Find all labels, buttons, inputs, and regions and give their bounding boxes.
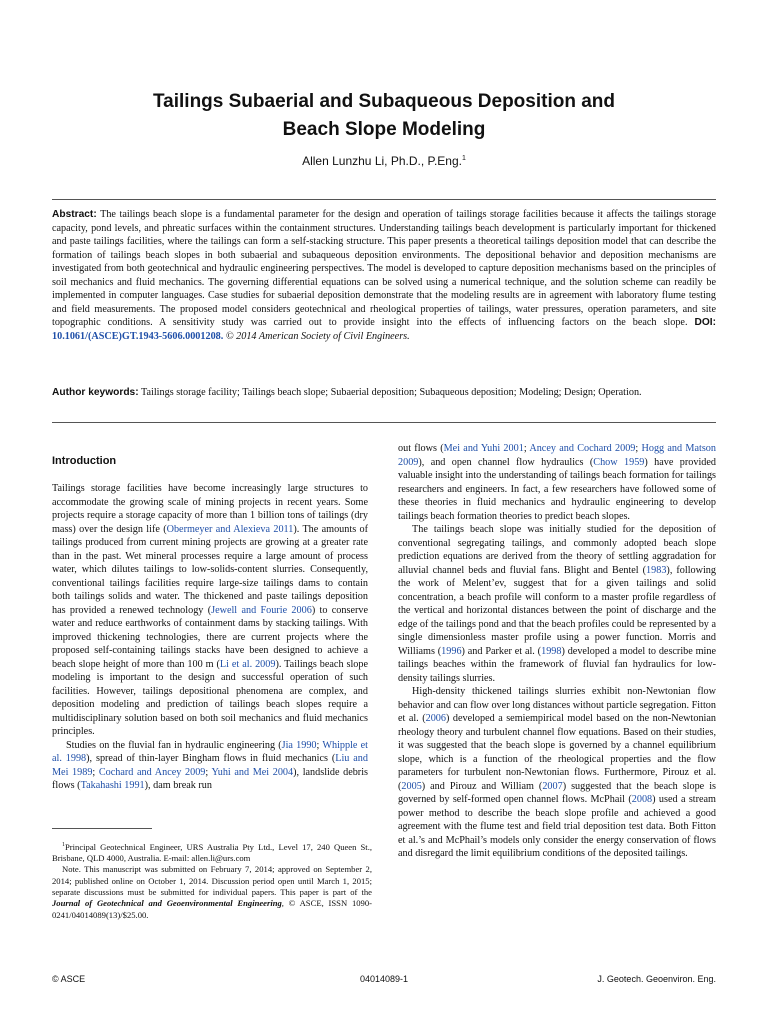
citation-link[interactable]: Jewell and Fourie 2006 — [211, 604, 312, 616]
citation-link[interactable]: Liu and Mei 1989 — [52, 753, 368, 778]
right-paragraph-1 — [398, 442, 716, 523]
citation-link[interactable]: Mei and Yuhi 2001 — [443, 443, 524, 454]
title-line-2: Beach Slope Modeling — [282, 119, 486, 140]
text-run: ) and Parker et al. ( — [461, 645, 542, 657]
right-paragraph-2 — [398, 523, 716, 685]
keywords-label: Author keywords: — [52, 387, 139, 398]
doi-link[interactable]: 10.1061/(ASCE)GT.1943-5606.0001208. — [52, 330, 224, 342]
text-run: ; — [523, 443, 530, 454]
text-run: ). The amounts of tailings produced from current mining projects are growing at a greater rate than in the past. Wet mineral processes require a large amount of process water, which dilutes tailings to low-solids-content slurries. Consequently, conventional tailings facilities require large-size tailings dams to contain both tailings solids and water. The thickened and paste tailings deposition has provided a renewed technology ( — [52, 523, 368, 616]
footnotes — [52, 840, 372, 921]
footnote-rule — [52, 828, 152, 829]
paper-title — [60, 88, 708, 144]
citation-link[interactable]: 1983 — [646, 564, 667, 576]
right-column — [398, 442, 716, 861]
text-run: , © ASCE, ISSN 1090-0241/04014089(13)/$25.00. — [52, 898, 372, 920]
journal-name: Journal of Geotechnical and Geoenvironmental Engineering — [52, 898, 282, 909]
doi-label: DOI: — [694, 317, 717, 328]
abstract-text: The tailings beach slope is a fundamental parameter for the design and operation of tailings storage facilities because it affects the tailings storage capacity, pond levels, and phreatic surfaces within the containment structures. Understanding tailings beach development is particularly important for thickened and paste tailings facilities, where the tailings can form a self-stacking structure. This paper presents a theoretical tailings deposition model that can describe the formation of tailings beach slopes in both subaerial and subaqueous deposition environments. The depositional behavior and deposition mechanisms are investigated from both geotechnical and hydraulic engineering perspectives. The model is developed to capture deposition mechanisms based on the principles of soil mechanics and fluid mechanics. The governing differential equations can be solved using a numerical technique, and the solution scheme can readily be implemented in computer languages. Case studies for subaerial deposition demonstrate that the modeling results are in agreement with laboratory flume testing and field measurements. The proposed model considers geotechnical and rheological properties of tailings, water pressures, operation parameters, and site topographic conditions. A sensitivity study was carried out to provide insight into the effects of influencing factors on the beach slope. — [52, 209, 716, 328]
citation-link[interactable]: 1998 — [541, 645, 562, 657]
left-column — [52, 482, 368, 793]
text-run: ; — [92, 766, 99, 778]
citation-link[interactable]: 2007 — [542, 780, 563, 792]
text-run: High-density thickened tailings slurries exhibit non-Newtonian flow behavior and can flow over long distances without particle segregation. Fitton et al. ( — [398, 686, 716, 724]
citation-link[interactable]: Cochard and Ancey 2009 — [98, 766, 206, 778]
text-run: ) used a stream power method to describe the beach slope profile and achieved a good agreement with the flume test and field trial deposition test data. Both Fitton et al.’s and McPhail’s models only consider the energy conservation of flows and disregard the limit equilibrium conditions of the deposited tailings. — [398, 794, 716, 859]
text-run: ) suggested that the beach slope is governed by self-formed open channel flows. McPhail ( — [398, 780, 716, 805]
author-name: Allen Lunzhu Li, Ph.D., P.Eng. — [302, 154, 462, 168]
text-run: ) developed a semiempirical model based on the non-Newtonian rheology theory and turbulent channel flow equations. Based on their studies, it was suggested that the beach slope is governed by a channel equilibrium slope, which is a function of the rheological properties and the flow parameters for turbulent non-Newtonian flows. Furthermore, Pirouz et al. ( — [398, 713, 716, 792]
text-run: ), and open channel flow hydraulics ( — [418, 456, 594, 468]
text-run: ). Tailings beach slope modeling is important to the design and successful operation of such facilities. However, tailings depositional phenomena are complex, and deposition modeling and prediction of tailings beach slopes require a multidisciplinary solution based on both soil mechanics and fluid mechanics principles. — [52, 658, 368, 737]
text-run: ), dam break run — [144, 780, 212, 791]
text-run: Tailings storage facilities have become increasingly large structures to accommodate the growing scale of mining projects in recent years. Some projects require a storage capacity of more than 1 billion tons of tailings (dry mass) over the design life ( — [52, 483, 368, 535]
citation-link[interactable]: Yuhi and Mei 2004 — [211, 766, 294, 778]
text-run: ; — [205, 766, 212, 778]
text-run: ) developed a model to describe mine tailings beaches within the framework of fluvial fan hydraulics for low-density tailings slurries. — [398, 645, 716, 684]
text-run: out flows ( — [398, 443, 444, 454]
footnote-mark: 1 — [62, 842, 65, 848]
citation-link[interactable]: Jia 1990 — [281, 739, 317, 751]
text-run: ) and Pirouz and William ( — [421, 780, 543, 792]
abstract-copyright: © 2014 American Society of Civil Engineers. — [225, 330, 410, 342]
abstract — [52, 208, 716, 343]
citation-link[interactable]: Chow 1959 — [593, 456, 645, 468]
text-run: ) have provided valuable insight into the understanding of tailings beach formation for tailings researchers and engineers. In fact, a few researchers have followed some of these theories in fluid mechanics and hydraulic engineering to develop tailings beach formation theories to predict beach slopes. — [398, 456, 717, 522]
footnote-affiliation — [52, 840, 372, 864]
text-run: The tailings beach slope was initially studied for the deposition of conventional segregating tailings, and commonly adopted beach slope prediction equations are derived from the theory of settling aggradation for alluvial channel beds and fluvial fans. Blight and Bentel ( — [398, 524, 716, 576]
footer-copyright: © ASCE — [52, 974, 86, 984]
footnote-note — [52, 864, 372, 920]
citation-link[interactable]: 2008 — [631, 794, 653, 805]
keywords-bottom-rule — [52, 422, 716, 423]
footer-page-number: 04014089-1 — [359, 974, 409, 984]
text-run: Note. This manuscript was submitted on February 7, 2014; approved on September 2, 2014; published online on October 1, 2014. Discussion period open until March 1, 2015; separate discussions must be submitted for individual papers. This paper is part of the — [52, 864, 372, 898]
text-run: ), landslide debris flows ( — [52, 766, 368, 791]
author-line — [60, 154, 708, 168]
footnote-affiliation-text: Principal Geotechnical Engineer, URS Australia Pty Ltd., Level 17, 240 Queen St., Brisbane, QLD 4000, Australia. E-mail: allen.li@urs.com — [52, 841, 372, 864]
text-run: ; — [635, 443, 642, 454]
left-paragraph-1 — [52, 482, 368, 739]
citation-link[interactable]: Li et al. 2009 — [219, 658, 276, 670]
keywords-text: Tailings storage facility; Tailings beach slope; Subaerial deposition; Subaqueous deposition; Modeling; Design; Operation. — [140, 387, 642, 398]
footer-journal: J. Geotech. Geoenviron. Eng. — [597, 974, 716, 984]
title-line-1: Tailings Subaerial and Subaqueous Deposition and — [152, 91, 616, 112]
citation-link[interactable]: Takahashi 1991 — [80, 780, 145, 791]
text-run: ), spread of thin-layer Bingham flows in fluid mechanics ( — [86, 753, 336, 764]
author-keywords — [52, 386, 716, 400]
text-run: Studies on the fluvial fan in hydraulic engineering ( — [66, 739, 282, 751]
text-run: ; — [316, 739, 323, 751]
citation-link[interactable]: 2005 — [401, 780, 422, 792]
right-paragraph-3 — [398, 685, 716, 861]
citation-link[interactable]: Hogg and Matson 2009 — [398, 443, 716, 468]
abstract-label: Abstract: — [52, 209, 97, 220]
author-affiliation-mark: 1 — [461, 155, 466, 162]
citation-link[interactable]: Obermeyer and Alexieva 2011 — [166, 523, 294, 535]
text-run: ) to conserve water and reduce earthworks of containment dams by stacking tailings. With improved thickening technologies, there are current projects where the proposed self-containing tailings stacks have been designed to achieve a beach slope height of more than 100 m ( — [52, 604, 368, 670]
citation-link[interactable]: 2006 — [425, 713, 446, 724]
abstract-top-rule — [52, 199, 716, 200]
text-run: ), following the work of Melent’ev, suggest that for a given tailings and solid concentration, a beach profile will conform to a master profile regardless of the vertical and horizontal distances between the point of discharge and the edge of the tailings pond and that the beach profiles could be represented by a single dimensionless master profile using a power function. Morris and Williams ( — [398, 564, 716, 657]
citation-link[interactable]: Whipple et al. 1998 — [52, 739, 368, 764]
citation-link[interactable]: 1996 — [441, 645, 462, 657]
citation-link[interactable]: Ancey and Cochard 2009 — [529, 443, 636, 454]
section-heading-introduction: Introduction — [52, 455, 117, 467]
left-paragraph-2 — [52, 739, 368, 793]
